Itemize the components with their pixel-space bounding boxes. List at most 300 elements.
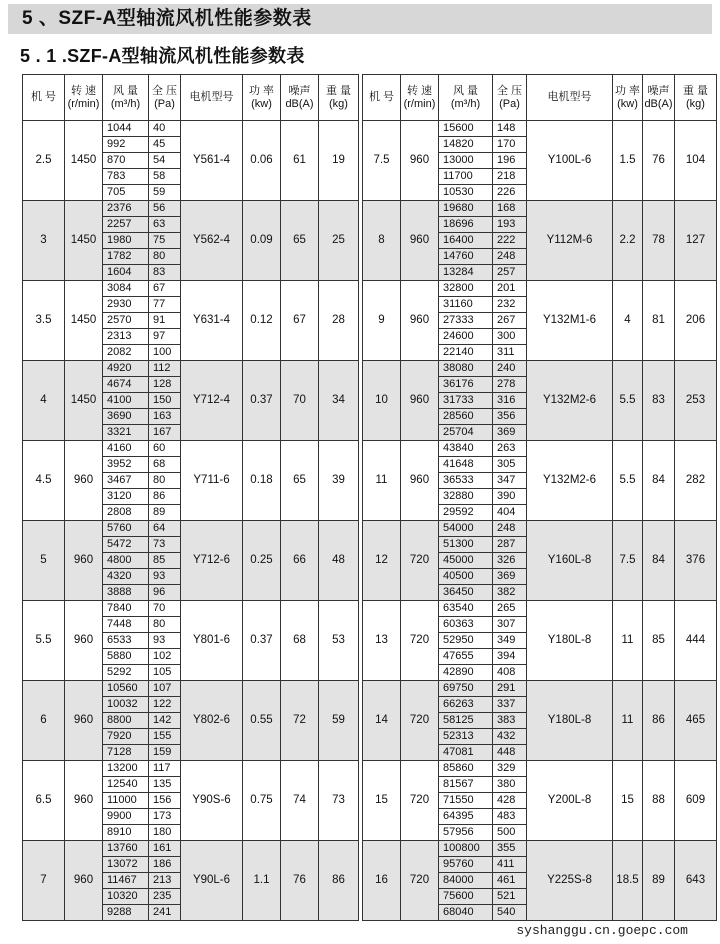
flow-cell: 5472 xyxy=(103,537,149,553)
col-speed-header xyxy=(65,75,103,121)
pressure-cell: 163 xyxy=(149,409,181,425)
pressure-cell: 380 xyxy=(493,777,527,793)
header-unit: dB(A) xyxy=(285,97,314,110)
table-row xyxy=(363,201,717,217)
motor-cell: Y712-6 xyxy=(181,521,243,601)
flow-cell: 81567 xyxy=(439,777,493,793)
pressure-cell: 63 xyxy=(149,217,181,233)
page-title: 5 、SZF-A型轴流风机性能参数表 xyxy=(8,4,712,34)
flow-cell: 1044 xyxy=(103,121,149,137)
pressure-cell: 85 xyxy=(149,553,181,569)
pressure-cell: 58 xyxy=(149,169,181,185)
noise-cell: 89 xyxy=(643,841,675,921)
motor-cell: Y132M2-6 xyxy=(527,361,613,441)
pressure-cell: 80 xyxy=(149,249,181,265)
pressure-cell: 305 xyxy=(493,457,527,473)
speed-cell: 960 xyxy=(65,521,103,601)
model-cell: 6 xyxy=(23,681,65,761)
table-row xyxy=(23,761,359,777)
power-cell: 0.12 xyxy=(243,281,281,361)
weight-cell: 127 xyxy=(675,201,717,281)
fan-table-right xyxy=(362,74,717,921)
header-unit: (Pa) xyxy=(154,97,175,110)
speed-cell: 960 xyxy=(401,201,439,281)
pressure-cell: 248 xyxy=(493,521,527,537)
flow-cell: 14760 xyxy=(439,249,493,265)
noise-cell: 68 xyxy=(281,601,319,681)
table-row xyxy=(363,841,717,857)
noise-cell: 67 xyxy=(281,281,319,361)
table-row xyxy=(363,681,717,697)
pressure-cell: 404 xyxy=(493,505,527,521)
model-cell: 4 xyxy=(23,361,65,441)
flow-cell: 100800 xyxy=(439,841,493,857)
header-unit: (m³/h) xyxy=(450,97,481,110)
power-cell: 1.5 xyxy=(613,121,643,201)
pressure-cell: 408 xyxy=(493,665,527,681)
speed-cell: 960 xyxy=(65,601,103,681)
power-cell: 15 xyxy=(613,761,643,841)
flow-cell: 95760 xyxy=(439,857,493,873)
flow-cell: 783 xyxy=(103,169,149,185)
table-row xyxy=(23,281,359,297)
model-cell: 10 xyxy=(363,361,401,441)
flow-cell: 22140 xyxy=(439,345,493,361)
motor-cell: Y562-4 xyxy=(181,201,243,281)
flow-cell: 9288 xyxy=(103,905,149,921)
flow-cell: 3120 xyxy=(103,489,149,505)
speed-cell: 1450 xyxy=(65,121,103,201)
flow-cell: 1604 xyxy=(103,265,149,281)
power-cell: 11 xyxy=(613,601,643,681)
noise-cell: 74 xyxy=(281,761,319,841)
flow-cell: 43840 xyxy=(439,441,493,457)
pressure-cell: 355 xyxy=(493,841,527,857)
flow-cell: 13000 xyxy=(439,153,493,169)
flow-cell: 24600 xyxy=(439,329,493,345)
table-row xyxy=(23,361,359,377)
header-label: 转 速 xyxy=(70,84,97,97)
flow-cell: 10530 xyxy=(439,185,493,201)
noise-cell: 76 xyxy=(643,121,675,201)
pressure-cell: 316 xyxy=(493,393,527,409)
pressure-cell: 93 xyxy=(149,569,181,585)
pressure-cell: 60 xyxy=(149,441,181,457)
flow-cell: 3952 xyxy=(103,457,149,473)
motor-cell: Y712-4 xyxy=(181,361,243,441)
flow-cell: 54000 xyxy=(439,521,493,537)
flow-cell: 18696 xyxy=(439,217,493,233)
pressure-cell: 156 xyxy=(149,793,181,809)
weight-cell: 643 xyxy=(675,841,717,921)
flow-cell: 4674 xyxy=(103,377,149,393)
pressure-cell: 122 xyxy=(149,697,181,713)
pressure-cell: 180 xyxy=(149,825,181,841)
power-cell: 0.18 xyxy=(243,441,281,521)
model-cell: 12 xyxy=(363,521,401,601)
pressure-cell: 448 xyxy=(493,745,527,761)
flow-cell: 2376 xyxy=(103,201,149,217)
flow-cell: 3690 xyxy=(103,409,149,425)
flow-cell: 84000 xyxy=(439,873,493,889)
pressure-cell: 411 xyxy=(493,857,527,873)
motor-cell: Y802-6 xyxy=(181,681,243,761)
flow-cell: 71550 xyxy=(439,793,493,809)
pressure-cell: 540 xyxy=(493,905,527,921)
noise-cell: 72 xyxy=(281,681,319,761)
header-unit: dB(A) xyxy=(644,97,673,110)
pressure-cell: 218 xyxy=(493,169,527,185)
noise-cell: 83 xyxy=(643,361,675,441)
col-pressure-header xyxy=(149,75,181,121)
speed-cell: 960 xyxy=(401,441,439,521)
col-noise-header xyxy=(281,75,319,121)
flow-cell: 28560 xyxy=(439,409,493,425)
weight-cell: 34 xyxy=(319,361,359,441)
flow-cell: 69750 xyxy=(439,681,493,697)
pressure-cell: 461 xyxy=(493,873,527,889)
speed-cell: 960 xyxy=(65,441,103,521)
header-unit: (r/min) xyxy=(403,97,436,110)
flow-cell: 10560 xyxy=(103,681,149,697)
speed-cell: 960 xyxy=(65,841,103,921)
weight-cell: 86 xyxy=(319,841,359,921)
pressure-cell: 89 xyxy=(149,505,181,521)
header-label: 电机型号 xyxy=(547,91,592,103)
pressure-cell: 40 xyxy=(149,121,181,137)
pressure-cell: 263 xyxy=(493,441,527,457)
flow-cell: 705 xyxy=(103,185,149,201)
header-label: 电机型号 xyxy=(189,91,234,103)
noise-cell: 66 xyxy=(281,521,319,601)
flow-cell: 13284 xyxy=(439,265,493,281)
pressure-cell: 500 xyxy=(493,825,527,841)
motor-cell: Y801-6 xyxy=(181,601,243,681)
pressure-cell: 521 xyxy=(493,889,527,905)
pressure-cell: 167 xyxy=(149,425,181,441)
table-row xyxy=(23,201,359,217)
pressure-cell: 128 xyxy=(149,377,181,393)
model-cell: 11 xyxy=(363,441,401,521)
pressure-cell: 186 xyxy=(149,857,181,873)
flow-cell: 13200 xyxy=(103,761,149,777)
power-cell: 0.06 xyxy=(243,121,281,201)
pressure-cell: 240 xyxy=(493,361,527,377)
flow-cell: 15600 xyxy=(439,121,493,137)
table-body-right xyxy=(363,121,717,921)
motor-cell: Y90L-6 xyxy=(181,841,243,921)
flow-cell: 11467 xyxy=(103,873,149,889)
table-row xyxy=(363,281,717,297)
flow-cell: 36533 xyxy=(439,473,493,489)
motor-cell: Y180L-8 xyxy=(527,681,613,761)
motor-cell: Y561-4 xyxy=(181,121,243,201)
noise-cell: 85 xyxy=(643,601,675,681)
flow-cell: 75600 xyxy=(439,889,493,905)
pressure-cell: 83 xyxy=(149,265,181,281)
pressure-cell: 64 xyxy=(149,521,181,537)
power-cell: 1.1 xyxy=(243,841,281,921)
flow-cell: 32880 xyxy=(439,489,493,505)
flow-cell: 25704 xyxy=(439,425,493,441)
motor-cell: Y160L-8 xyxy=(527,521,613,601)
weight-cell: 253 xyxy=(675,361,717,441)
flow-cell: 64395 xyxy=(439,809,493,825)
flow-cell: 5880 xyxy=(103,649,149,665)
flow-cell: 13072 xyxy=(103,857,149,873)
flow-cell: 29592 xyxy=(439,505,493,521)
flow-cell: 1782 xyxy=(103,249,149,265)
speed-cell: 1450 xyxy=(65,201,103,281)
pressure-cell: 142 xyxy=(149,713,181,729)
power-cell: 0.09 xyxy=(243,201,281,281)
pressure-cell: 155 xyxy=(149,729,181,745)
pressure-cell: 213 xyxy=(149,873,181,889)
header-label: 机 号 xyxy=(30,91,57,103)
header-label: 全 压 xyxy=(496,84,523,97)
pressure-cell: 337 xyxy=(493,697,527,713)
pressure-cell: 291 xyxy=(493,681,527,697)
pressure-cell: 56 xyxy=(149,201,181,217)
col-weight-header xyxy=(675,75,717,121)
model-cell: 13 xyxy=(363,601,401,681)
speed-cell: 1450 xyxy=(65,361,103,441)
flow-cell: 6533 xyxy=(103,633,149,649)
table-row xyxy=(363,121,717,137)
pressure-cell: 150 xyxy=(149,393,181,409)
pressure-cell: 287 xyxy=(493,537,527,553)
col-pressure-header xyxy=(493,75,527,121)
motor-cell: Y112M-6 xyxy=(527,201,613,281)
pressure-cell: 77 xyxy=(149,297,181,313)
header-label: 风 量 xyxy=(452,84,479,97)
pressure-cell: 193 xyxy=(493,217,527,233)
flow-cell: 4920 xyxy=(103,361,149,377)
flow-cell: 27333 xyxy=(439,313,493,329)
pressure-cell: 382 xyxy=(493,585,527,601)
model-cell: 5 xyxy=(23,521,65,601)
flow-cell: 16400 xyxy=(439,233,493,249)
power-cell: 0.75 xyxy=(243,761,281,841)
model-cell: 3.5 xyxy=(23,281,65,361)
pressure-cell: 347 xyxy=(493,473,527,489)
header-label: 功 率 xyxy=(614,84,641,97)
pressure-cell: 59 xyxy=(149,185,181,201)
col-noise-header xyxy=(643,75,675,121)
flow-cell: 11700 xyxy=(439,169,493,185)
pressure-cell: 278 xyxy=(493,377,527,393)
section-subtitle: 5 . 1 .SZF-A型轴流风机性能参数表 xyxy=(20,46,305,66)
pressure-cell: 232 xyxy=(493,297,527,313)
pressure-cell: 75 xyxy=(149,233,181,249)
model-cell: 5.5 xyxy=(23,601,65,681)
table-row xyxy=(23,121,359,137)
table-row xyxy=(363,441,717,457)
table-row xyxy=(363,601,717,617)
speed-cell: 1450 xyxy=(65,281,103,361)
header-label: 功 率 xyxy=(248,84,275,97)
weight-cell: 53 xyxy=(319,601,359,681)
col-power-header xyxy=(613,75,643,121)
weight-cell: 25 xyxy=(319,201,359,281)
model-cell: 8 xyxy=(363,201,401,281)
noise-cell: 81 xyxy=(643,281,675,361)
weight-cell: 19 xyxy=(319,121,359,201)
pressure-cell: 170 xyxy=(493,137,527,153)
header-label: 全 压 xyxy=(151,84,178,97)
flow-cell: 38080 xyxy=(439,361,493,377)
pressure-cell: 196 xyxy=(493,153,527,169)
pressure-cell: 241 xyxy=(149,905,181,921)
pressure-cell: 349 xyxy=(493,633,527,649)
flow-cell: 63540 xyxy=(439,601,493,617)
speed-cell: 960 xyxy=(401,281,439,361)
power-cell: 0.37 xyxy=(243,601,281,681)
pressure-cell: 91 xyxy=(149,313,181,329)
flow-cell: 42890 xyxy=(439,665,493,681)
flow-cell: 9900 xyxy=(103,809,149,825)
header-label: 重 量 xyxy=(325,84,352,97)
model-cell: 3 xyxy=(23,201,65,281)
noise-cell: 65 xyxy=(281,441,319,521)
noise-cell: 84 xyxy=(643,441,675,521)
header-label: 机 号 xyxy=(368,91,395,103)
noise-cell: 86 xyxy=(643,681,675,761)
weight-cell: 48 xyxy=(319,521,359,601)
weight-cell: 206 xyxy=(675,281,717,361)
noise-cell: 70 xyxy=(281,361,319,441)
flow-cell: 10320 xyxy=(103,889,149,905)
power-cell: 0.25 xyxy=(243,521,281,601)
pressure-cell: 483 xyxy=(493,809,527,825)
flow-cell: 58125 xyxy=(439,713,493,729)
flow-cell: 31160 xyxy=(439,297,493,313)
flow-cell: 47655 xyxy=(439,649,493,665)
flow-cell: 4320 xyxy=(103,569,149,585)
pressure-cell: 161 xyxy=(149,841,181,857)
flow-cell: 36450 xyxy=(439,585,493,601)
flow-cell: 3467 xyxy=(103,473,149,489)
pressure-cell: 105 xyxy=(149,665,181,681)
pressure-cell: 93 xyxy=(149,633,181,649)
speed-cell: 960 xyxy=(401,361,439,441)
pressure-cell: 265 xyxy=(493,601,527,617)
model-cell: 15 xyxy=(363,761,401,841)
weight-cell: 465 xyxy=(675,681,717,761)
flow-cell: 12540 xyxy=(103,777,149,793)
power-cell: 5.5 xyxy=(613,361,643,441)
flow-cell: 41648 xyxy=(439,457,493,473)
pressure-cell: 235 xyxy=(149,889,181,905)
header-label: 重 量 xyxy=(682,84,709,97)
flow-cell: 19680 xyxy=(439,201,493,217)
weight-cell: 28 xyxy=(319,281,359,361)
flow-cell: 2257 xyxy=(103,217,149,233)
header-unit: (kw) xyxy=(617,97,638,110)
flow-cell: 14820 xyxy=(439,137,493,153)
pressure-cell: 369 xyxy=(493,425,527,441)
flow-cell: 31733 xyxy=(439,393,493,409)
pressure-cell: 226 xyxy=(493,185,527,201)
header-row xyxy=(23,75,359,121)
flow-cell: 2930 xyxy=(103,297,149,313)
pressure-cell: 100 xyxy=(149,345,181,361)
flow-cell: 2808 xyxy=(103,505,149,521)
col-model-header xyxy=(23,75,65,121)
flow-cell: 7840 xyxy=(103,601,149,617)
table-row xyxy=(363,761,717,777)
pressure-cell: 73 xyxy=(149,537,181,553)
flow-cell: 10032 xyxy=(103,697,149,713)
noise-cell: 84 xyxy=(643,521,675,601)
header-unit: (kw) xyxy=(251,97,272,110)
table-row xyxy=(23,601,359,617)
table-row xyxy=(23,681,359,697)
col-power-header xyxy=(243,75,281,121)
flow-cell: 5292 xyxy=(103,665,149,681)
pressure-cell: 326 xyxy=(493,553,527,569)
col-model-header xyxy=(363,75,401,121)
flow-cell: 2082 xyxy=(103,345,149,361)
motor-cell: Y200L-8 xyxy=(527,761,613,841)
table-row xyxy=(363,521,717,537)
noise-cell: 88 xyxy=(643,761,675,841)
speed-cell: 720 xyxy=(401,601,439,681)
speed-cell: 720 xyxy=(401,521,439,601)
flow-cell: 13760 xyxy=(103,841,149,857)
left-table-container xyxy=(22,74,359,921)
flow-cell: 51300 xyxy=(439,537,493,553)
pressure-cell: 45 xyxy=(149,137,181,153)
noise-cell: 65 xyxy=(281,201,319,281)
power-cell: 5.5 xyxy=(613,441,643,521)
pressure-cell: 54 xyxy=(149,153,181,169)
fan-table-left xyxy=(22,74,359,921)
pressure-cell: 67 xyxy=(149,281,181,297)
model-cell: 4.5 xyxy=(23,441,65,521)
model-cell: 2.5 xyxy=(23,121,65,201)
col-motor-header xyxy=(527,75,613,121)
watermark-text: syshanggu.cn.goepc.com xyxy=(514,921,690,941)
pressure-cell: 390 xyxy=(493,489,527,505)
model-cell: 7.5 xyxy=(363,121,401,201)
flow-cell: 870 xyxy=(103,153,149,169)
motor-cell: Y711-6 xyxy=(181,441,243,521)
power-cell: 11 xyxy=(613,681,643,761)
flow-cell: 66263 xyxy=(439,697,493,713)
flow-cell: 7920 xyxy=(103,729,149,745)
table-row xyxy=(23,521,359,537)
pressure-cell: 329 xyxy=(493,761,527,777)
pressure-cell: 307 xyxy=(493,617,527,633)
pressure-cell: 107 xyxy=(149,681,181,697)
power-cell: 7.5 xyxy=(613,521,643,601)
flow-cell: 3321 xyxy=(103,425,149,441)
pressure-cell: 248 xyxy=(493,249,527,265)
weight-cell: 444 xyxy=(675,601,717,681)
motor-cell: Y90S-6 xyxy=(181,761,243,841)
weight-cell: 73 xyxy=(319,761,359,841)
table-row xyxy=(363,361,717,377)
weight-cell: 376 xyxy=(675,521,717,601)
header-label: 风 量 xyxy=(112,84,139,97)
flow-cell: 36176 xyxy=(439,377,493,393)
pressure-cell: 70 xyxy=(149,601,181,617)
table-row xyxy=(23,841,359,857)
weight-cell: 282 xyxy=(675,441,717,521)
table-body-left xyxy=(23,121,359,921)
header-label: 噪声 xyxy=(647,84,670,97)
